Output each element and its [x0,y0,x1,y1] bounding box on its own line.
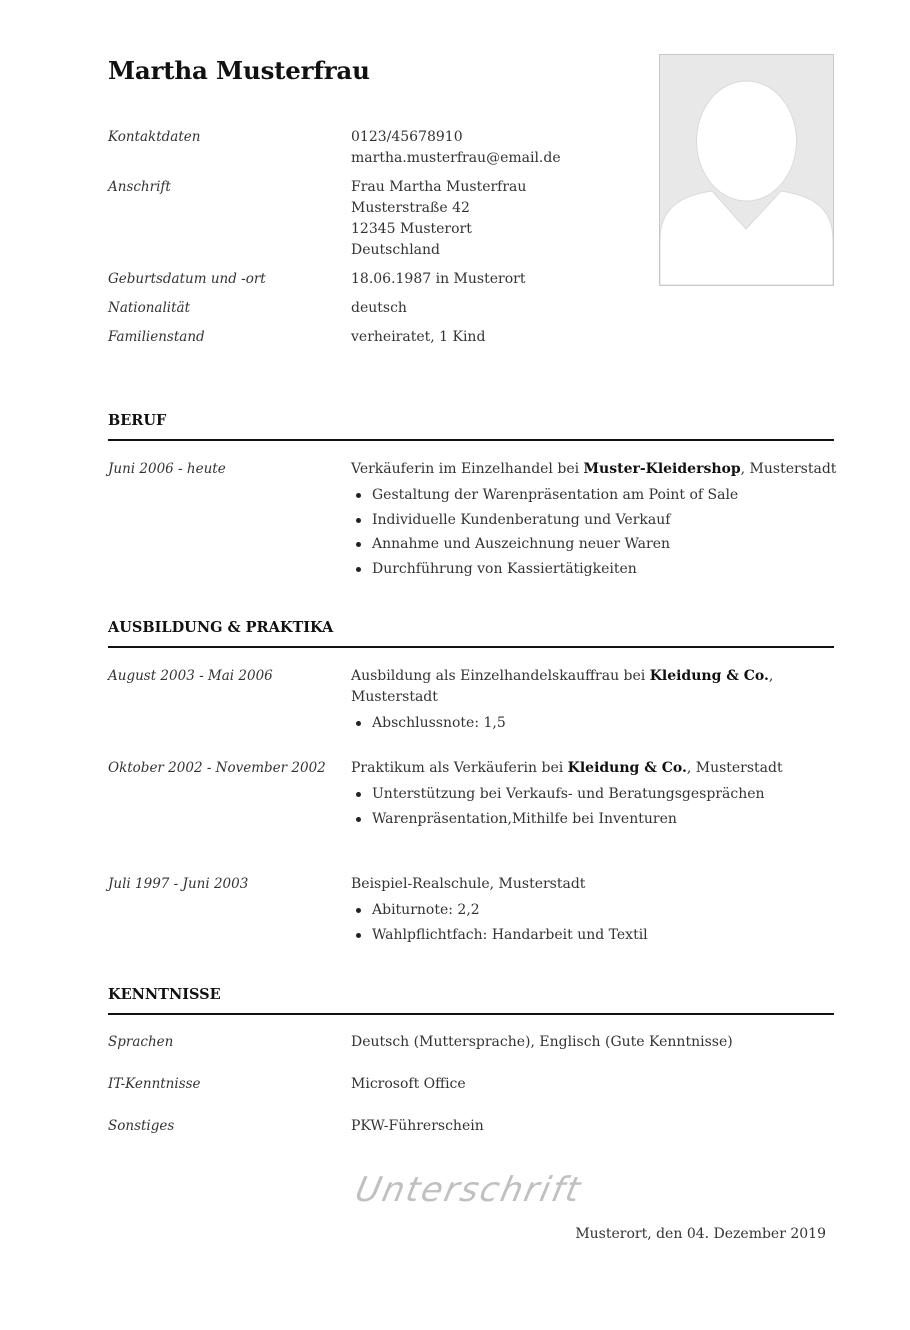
education-title: Praktikum als Verkäuferin bei Kleidung & Co., Musterstadt [351,760,783,776]
address-line: Deutschland [351,242,440,258]
profile-photo-placeholder [659,54,834,286]
applicant-name: Martha Musterfrau [108,56,370,85]
education-details-list [351,782,783,831]
skill-value-other: PKW-Führerschein [351,1118,484,1134]
birth-label: Geburtsdatum und -ort [108,271,266,287]
nationality-value: deutsch [351,300,407,316]
company-name: Kleidung & Co. [649,668,769,684]
birth-value: 18.06.1987 in Musterort [351,271,526,287]
skill-value-languages: Deutsch (Muttersprache), Englisch (Gute Kenntnisse) [351,1034,733,1050]
list-item: Abschlussnote: 1,5 [372,711,773,736]
address-value [351,177,526,261]
education-details-list [351,711,773,736]
section-title-beruf: BERUF [108,412,834,441]
skill-value-it: Microsoft Office [351,1076,466,1092]
education-title: Beispiel-Realschule, Musterstadt [351,876,586,892]
marital-status-value: verheiratet, 1 Kind [351,329,486,345]
address-line: Frau Martha Musterfrau [351,179,527,195]
marital-status-label: Familienstand [108,329,205,345]
education-location: Musterstadt [351,689,438,705]
address-label: Anschrift [108,179,171,195]
contact-value [351,127,561,169]
section-title-kenntnisse: KENNTNISSE [108,986,834,1015]
skill-label-other: Sonstiges [108,1118,175,1134]
list-item: Abiturnote: 2,2 [372,898,648,923]
list-item: Unterstützung bei Verkaufs- und Beratungsgesprächen [372,782,783,807]
cv-page [108,0,837,1330]
education-period: Oktober 2002 - November 2002 [108,760,326,776]
section-title-ausbildung: AUSBILDUNG & PRAKTIKA [108,619,834,648]
signature: Unterschrift [351,1170,586,1210]
job-tasks-list [351,483,836,581]
list-item: Gestaltung der Warenpräsentation am Point of Sale [372,483,836,508]
education-details-list [351,898,648,947]
education-entry [351,874,648,947]
company-name: Kleidung & Co. [567,760,687,776]
list-item: Annahme und Auszeichnung neuer Waren [372,532,836,557]
address-line: 12345 Musterort [351,221,472,237]
nationality-label: Nationalität [108,300,191,316]
address-line: Musterstraße 42 [351,200,470,216]
company-name: Muster-Kleidershop [583,461,741,477]
skill-label-it: IT-Kenntnisse [108,1076,201,1092]
education-entry [351,666,773,736]
email-address: martha.musterfrau@email.de [351,150,561,166]
list-item: Warenpräsentation,Mithilfe bei Inventuren [372,807,783,832]
place-and-date: Musterort, den 04. Dezember 2019 [575,1226,826,1242]
education-period: Juli 1997 - Juni 2003 [108,876,249,892]
list-item: Wahlpflichtfach: Handarbeit und Textil [372,923,648,948]
education-title: Ausbildung als Einzelhandelskauffrau bei Kleidung & Co., [351,668,774,684]
contact-label: Kontaktdaten [108,129,201,145]
skill-label-languages: Sprachen [108,1034,174,1050]
job-entry [351,459,836,581]
list-item: Durchführung von Kassiertätigkeiten [372,557,836,582]
phone-number: 0123/45678910 [351,129,463,145]
job-period: Juni 2006 - heute [108,461,226,477]
person-silhouette-icon [660,55,833,285]
list-item: Individuelle Kundenberatung und Verkauf [372,508,836,533]
job-title: Verkäuferin im Einzelhandel bei Muster-Kleidershop, Musterstadt [351,461,837,477]
education-period: August 2003 - Mai 2006 [108,668,273,684]
education-entry [351,758,783,831]
